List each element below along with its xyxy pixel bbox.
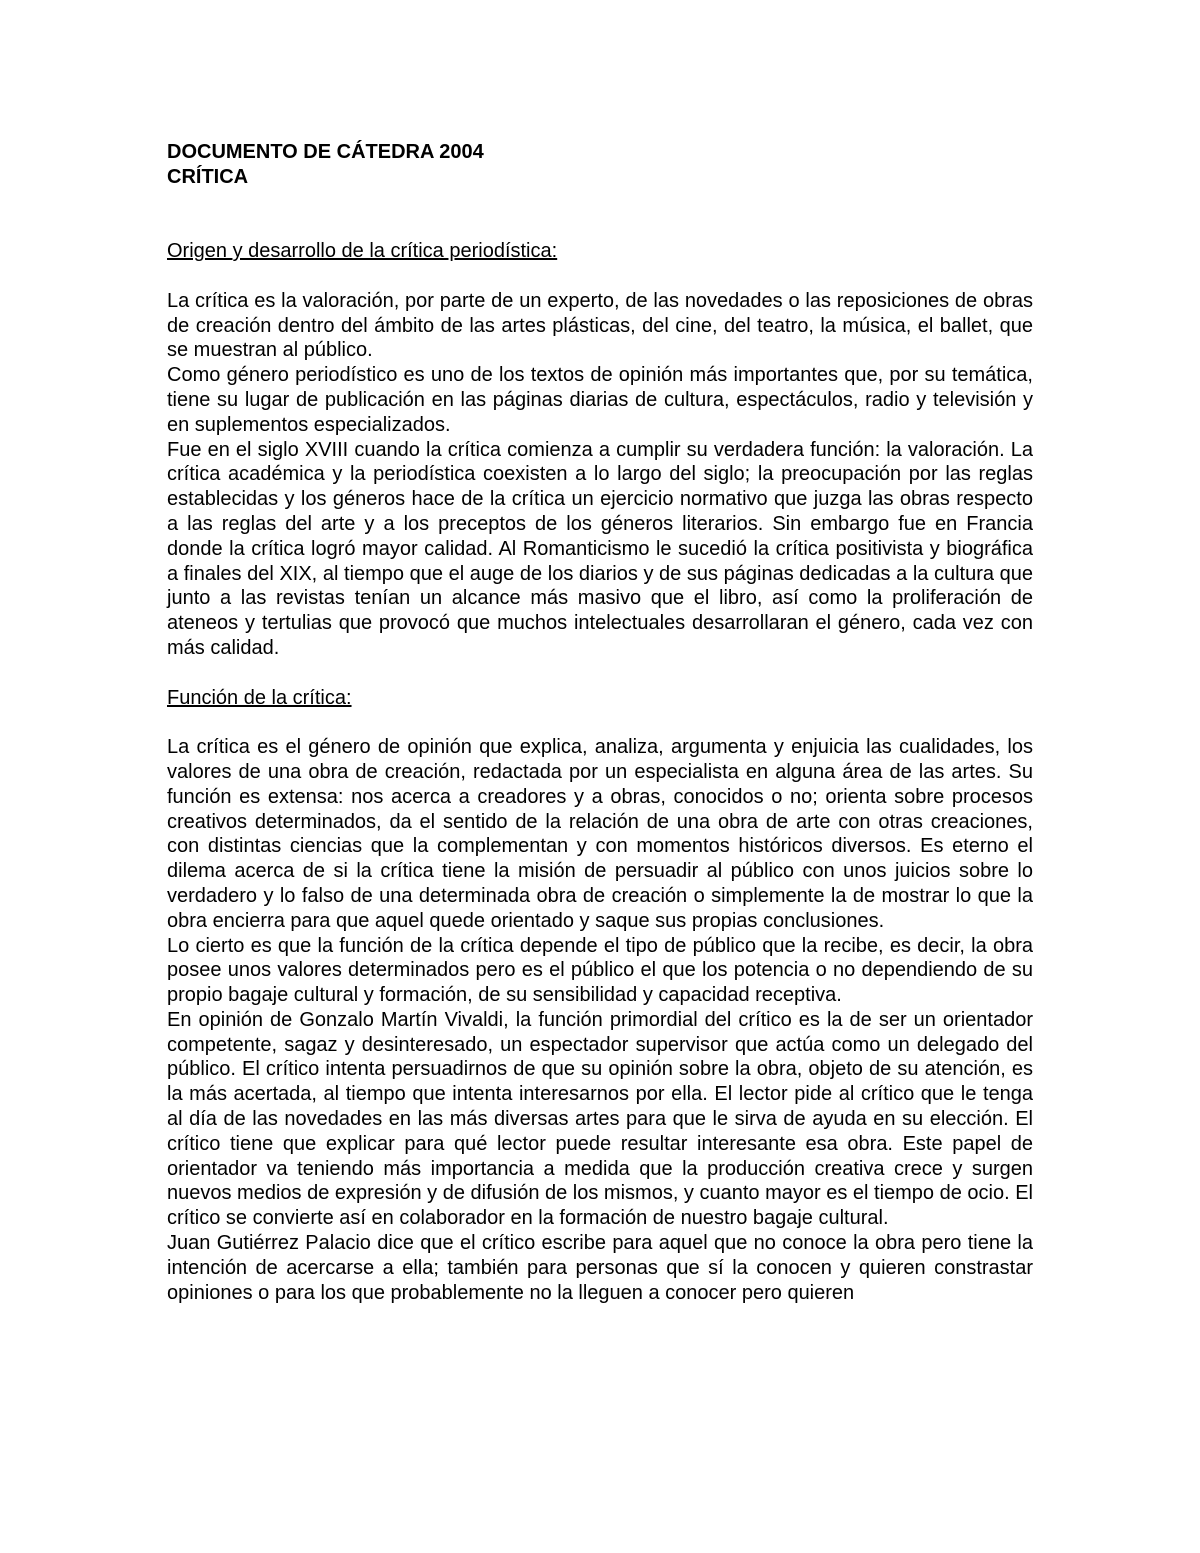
section-heading-funcion: Función de la crítica: xyxy=(167,686,352,709)
paragraph: La crítica es el género de opinión que explica, analiza, argumenta y enjuicia las cualidades, los valores de una obra de creación, redactada por un especialista en alguna área de las artes. Su función es extensa: nos acerca a creadores y a obras, conocidos o no; orienta sobre procesos creativos determinados, da el sentido de la relación de una obra de arte con otras creaciones, con distintas ciencias que la complementan y con momentos históricos diversos. Es eterno el dilema acerca de si la crítica tiene la misión de persuadir al público con unos juicios sobre lo verdadero y lo falso de una determinada obra de creación o simplemente la de mostrar lo que la obra encierra para que aquel quede orientado y saque sus propias conclusiones. xyxy=(167,736,1033,932)
spacer xyxy=(167,264,1033,289)
title-line-2: CRÍTICA xyxy=(167,165,249,188)
document-body xyxy=(167,140,1033,1305)
paragraph: Lo cierto es que la función de la crítica depende el tipo de público que la recibe, es decir, la obra posee unos valores determinados pero es el público el que los potencia o no dependiendo de su propio bagaje cultural y formación, de su sensibilidad y capacidad receptiva. xyxy=(167,934,1033,1007)
section-heading-origen: Origen y desarrollo de la crítica periodística: xyxy=(167,240,558,263)
paragraph: Como género periodístico es uno de los textos de opinión más importantes que, por su temática, tiene su lugar de publicación en las páginas diarias de cultura, espectáculos, radio y televisión y en suplementos especializados. xyxy=(167,364,1033,436)
spacer xyxy=(167,710,1033,735)
spacer xyxy=(167,661,1033,686)
spacer xyxy=(167,214,1033,239)
document-title xyxy=(167,140,1033,190)
paragraph: La crítica es la valoración, por parte de un experto, de las novedades o las reposiciones de obras de creación dentro del ámbito de las artes plásticas, del cine, del teatro, la música, el ballet, que se muestran al público. xyxy=(167,289,1033,362)
paragraph: Juan Gutiérrez Palacio dice que el crítico escribe para aquel que no conoce la obra pero tiene la intención de acercarse a ella; también para personas que sí la conocen y quieren constrastar opiniones o para los que probablemente no la lleguen a conocer pero quieren xyxy=(167,1232,1033,1304)
paragraph: Fue en el siglo XVIII cuando la crítica comienza a cumplir su verdadera función: la valoración. La crítica académica y la periodística coexisten a lo largo del siglo; la preocupación por las reglas establecidas y los géneros hace de la crítica un ejercicio normativo que juzga las obras respecto a las reglas del arte y a los preceptos de los géneros literarios. Sin embargo fue en Francia donde la crítica logró mayor calidad. Al Romanticismo le sucedió la crítica positivista y biográfica a finales del XIX, al tiempo que el auge de los diarios y de sus páginas dedicadas a la cultura que junto a las revistas tenían un alcance más masivo que el libro, así como la proliferación de ateneos y tertulias que provocó que muchos intelectuales desarrollaran el género, cada vez con más calidad. xyxy=(167,438,1033,659)
title-line-1: DOCUMENTO DE CÁTEDRA 2004 xyxy=(167,141,484,163)
paragraph: En opinión de Gonzalo Martín Vivaldi, la función primordial del crítico es la de ser un orientador competente, sagaz y desinteresado, un espectador supervisor que actúa como un delegado del público. El crítico intenta persuadirnos de que su opinión sobre la obra, objeto de su atención, es la más acertada, al tiempo que intenta interesarnos por ella. El lector pide al crítico que le tenga al día de las novedades en las más diversas artes para que le sirva de ayuda en su elección. El crítico tiene que explicar para qué lector puede resultar interesante esa obra. Este papel de orientador va teniendo más importancia a medida que la producción creativa crece y surgen nuevos medios de expresión y de difusión de los mismos, y cuanto mayor es el tiempo de ocio. El crítico se convierte así en colaborador en la formación de nuestro bagaje cultural. xyxy=(167,1008,1033,1230)
spacer xyxy=(167,190,1033,215)
